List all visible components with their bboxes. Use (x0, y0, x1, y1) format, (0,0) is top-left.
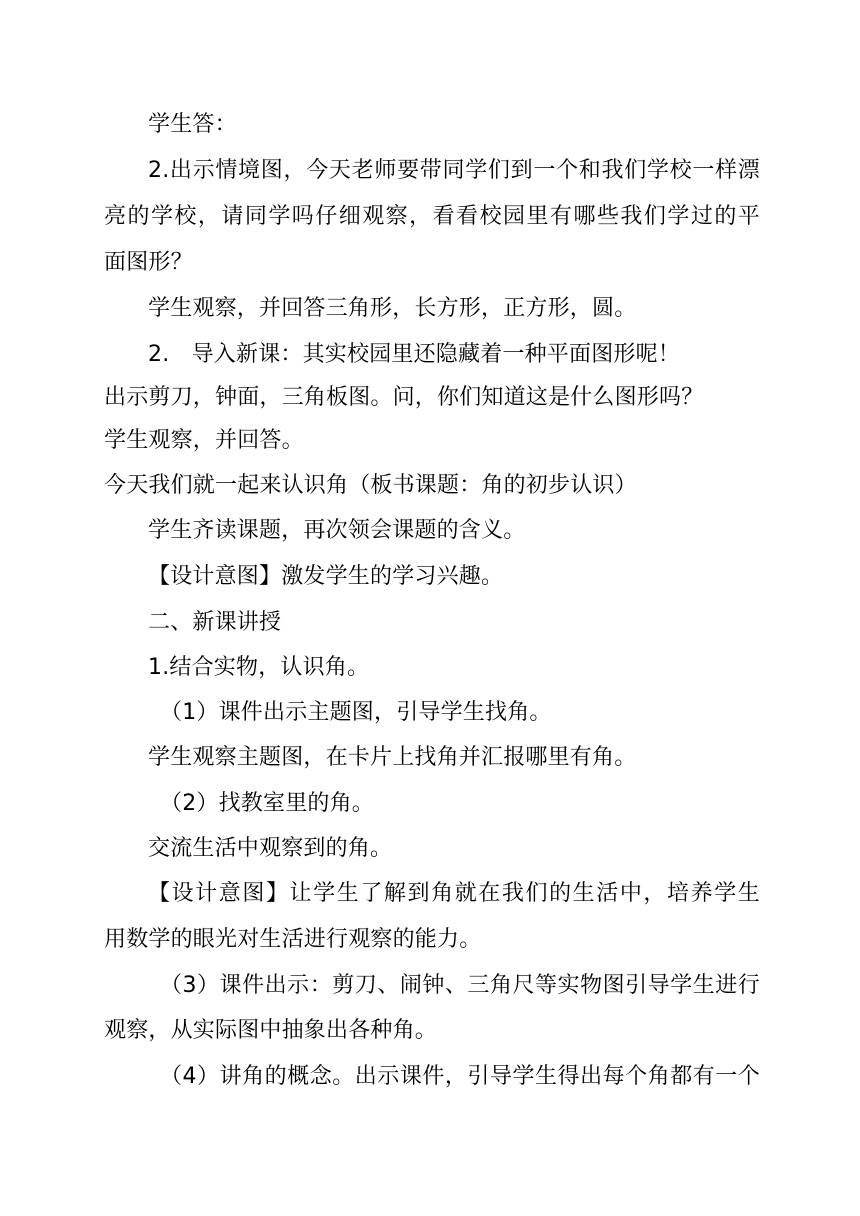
text-line: 2.出示情境图，今天老师要带同学们到一个和我们学校一样漂 (148, 158, 760, 183)
text-line: 2. 导入新课：其实校园里还隐藏着一种平面图形呢！ (148, 342, 680, 367)
text-line: 出示剪刀，钟面，三角板图。问，你们知道这是什么图形吗？ (104, 385, 704, 410)
text-line: （4）讲角的概念。出示课件，引导学生得出每个角都有一个 (160, 1064, 760, 1089)
text-line: 学生观察，并回答。 (104, 428, 304, 453)
text-line: 亮的学校，请同学吗仔细观察，看看校园里有哪些我们学过的平 (104, 204, 760, 229)
text-line: 面图形？ (104, 250, 193, 275)
text-line: 观察，从实际图中抽象出各种角。 (104, 1018, 438, 1043)
section-heading: 二、新课讲授 (148, 610, 282, 635)
text-line: （1）课件出示主题图，引导学生找角。 (160, 700, 552, 725)
text-line: 学生观察，并回答三角形，长方形，正方形，圆。 (148, 296, 637, 321)
text-line: 交流生活中观察到的角。 (148, 836, 393, 861)
text-line: 学生答： (148, 112, 237, 137)
text-line: 学生齐读课题，再次领会课题的含义。 (148, 518, 526, 543)
text-line: 学生观察主题图，在卡片上找角并汇报哪里有角。 (148, 745, 637, 770)
text-line: 用数学的眼光对生活进行观察的能力。 (104, 927, 482, 952)
text-line: （2）找教室里的角。 (160, 791, 374, 816)
text-line: （3）课件出示：剪刀、闹钟、三角尺等实物图引导学生进行 (160, 973, 760, 998)
text-line: 1.结合实物，认识角。 (148, 655, 370, 680)
design-intent-line: 【设计意图】让学生了解到角就在我们的生活中，培养学生 (148, 881, 760, 906)
design-intent-line: 【设计意图】激发学生的学习兴趣。 (148, 564, 504, 589)
text-line: 今天我们就一起来认识角（板书课题：角的初步认识） (104, 473, 637, 498)
